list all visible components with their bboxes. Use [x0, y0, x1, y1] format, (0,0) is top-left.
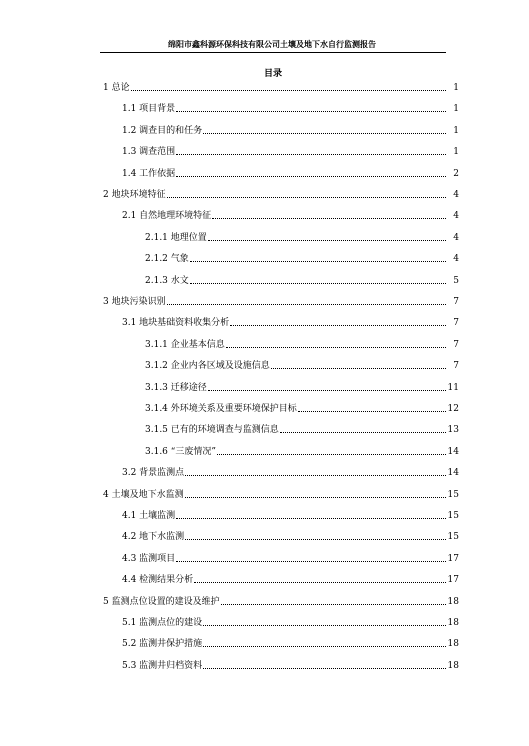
toc-entry-page: 18	[447, 639, 459, 650]
toc-entry-label: 3.1.3 迁移途径	[145, 382, 207, 393]
toc-entry[interactable]	[145, 444, 459, 458]
toc-entry-label: 1 总论	[103, 83, 130, 93]
toc-entry-page: 11	[447, 382, 459, 393]
toc-entry-page: 18	[447, 596, 459, 607]
toc-dot-leader	[208, 240, 446, 241]
toc-entry[interactable]	[145, 401, 459, 415]
toc-entry-label: 3 地块污染识别	[103, 297, 166, 307]
toc-entry[interactable]	[145, 251, 459, 265]
toc-entry-page: 18	[447, 618, 459, 628]
toc-entry[interactable]	[145, 230, 459, 244]
toc-entry[interactable]	[122, 166, 459, 180]
toc-entry[interactable]	[145, 337, 459, 351]
toc-dot-leader	[190, 283, 446, 284]
toc-entry-label: 4.4 检测结果分析	[122, 575, 194, 586]
toc-dot-leader	[190, 261, 446, 262]
toc-entry-label: 1.3 调查范围	[122, 147, 176, 158]
toc-entry-page: 7	[453, 318, 459, 329]
toc-entry-page: 13	[447, 425, 459, 436]
toc-dot-leader	[185, 539, 446, 540]
toc-entry-page: 14	[447, 468, 459, 479]
toc-entry[interactable]	[103, 187, 459, 201]
toc-entry[interactable]	[122, 123, 459, 137]
toc-dot-leader	[298, 411, 446, 412]
toc-entry-page: 15	[447, 489, 459, 500]
toc-entry-page: 4	[453, 211, 459, 222]
toc-entry-label: 5.1 监测点位的建设	[122, 618, 203, 628]
toc-entry-page: 17	[447, 553, 459, 564]
toc-entry[interactable]	[122, 508, 459, 522]
toc-title: 目录	[263, 69, 282, 79]
toc-entry[interactable]	[145, 273, 459, 287]
toc-entry[interactable]	[103, 487, 459, 501]
toc-dot-leader	[176, 154, 446, 155]
toc-entry-label: 5 监测点位设置的建设及维护	[103, 596, 220, 607]
toc-dot-leader	[221, 604, 446, 605]
toc-entry-label: 2.1.3 水文	[145, 275, 189, 286]
toc-dot-leader	[185, 475, 446, 476]
toc-entry-label: 4.2 地下水监测	[122, 532, 185, 543]
toc-entry-page: 7	[453, 297, 459, 307]
toc-entry-label: 2.1.2 气象	[145, 254, 189, 265]
toc-entry[interactable]	[103, 80, 459, 94]
toc-dot-leader	[217, 454, 446, 455]
toc-dot-leader	[176, 176, 446, 177]
toc-entry-page: 15	[447, 532, 459, 543]
toc-dot-leader	[176, 561, 446, 562]
toc-dot-leader	[203, 133, 446, 134]
toc-entry-page: 1	[453, 147, 459, 158]
toc-entry-label: 5.3 监测井归档资料	[122, 660, 203, 671]
toc-entry-label: 3.2 背景监测点	[122, 468, 185, 479]
toc-dot-leader	[194, 582, 446, 583]
toc-entry[interactable]	[122, 636, 459, 650]
toc-entry-label: 2 地块环境特征	[103, 190, 166, 200]
toc-entry[interactable]	[122, 615, 459, 629]
toc-entry-label: 3.1.1 企业基本信息	[145, 339, 225, 350]
toc-entry-label: 3.1 地块基础资料收集分析	[122, 318, 230, 329]
toc-entry[interactable]	[145, 422, 459, 436]
toc-entry-page: 4	[453, 254, 459, 265]
toc-entry[interactable]	[145, 358, 459, 372]
page-header: 绵阳市鑫科源环保科技有限公司土壤及地下水自行监测报告	[168, 40, 376, 49]
toc-entry[interactable]	[103, 594, 459, 608]
toc-entry-page: 2	[453, 168, 459, 179]
toc-entry-page: 1	[453, 125, 459, 136]
toc-entry[interactable]	[122, 465, 459, 479]
toc-entry[interactable]	[122, 144, 459, 158]
toc-entry-page: 18	[447, 660, 459, 671]
toc-entry-label: 3.1.5 已有的环境调查与监测信息	[145, 425, 279, 436]
toc-entry-page: 5	[453, 275, 459, 286]
toc-entry-page: 15	[447, 511, 459, 521]
toc-entry-label: 2.1 自然地理环境特征	[122, 211, 212, 222]
toc-dot-leader	[271, 368, 446, 369]
toc-entry[interactable]	[122, 101, 459, 115]
toc-entry-label: 4.1 土壤监测	[122, 511, 176, 521]
toc-dot-leader	[203, 625, 446, 626]
toc-dot-leader	[176, 111, 446, 112]
toc-dot-leader	[131, 90, 446, 91]
toc-entry[interactable]	[145, 380, 459, 394]
toc-entry-label: 3.1.6 “三废情况”	[145, 446, 216, 457]
toc-dot-leader	[226, 347, 446, 348]
toc-entry-page: 12	[447, 404, 459, 414]
toc-entry-label: 3.1.2 企业内各区域及设施信息	[145, 361, 270, 372]
toc-entry[interactable]	[122, 208, 459, 222]
toc-entry[interactable]	[122, 529, 459, 543]
toc-entry-page: 14	[447, 446, 459, 457]
toc-entry-label: 1.4 工作依据	[122, 168, 176, 179]
toc-entry-page: 17	[447, 575, 459, 586]
toc-entry-label: 5.2 监测井保护措施	[122, 639, 203, 650]
toc-dot-leader	[203, 668, 446, 669]
toc-entry-page: 4	[453, 232, 459, 243]
toc-dot-leader	[203, 646, 446, 647]
toc-entry-label: 1.1 项目背景	[122, 104, 176, 115]
toc-entry-label: 4.3 监测项目	[122, 553, 176, 564]
toc-entry-page: 7	[453, 361, 459, 372]
toc-dot-leader	[212, 218, 446, 219]
toc-dot-leader	[167, 304, 446, 305]
toc-entry-page: 7	[453, 339, 459, 350]
toc-entry[interactable]	[122, 658, 459, 672]
toc-entry-label: 3.1.4 外环境关系及重要环境保护目标	[145, 404, 297, 414]
toc-entry[interactable]	[103, 294, 459, 308]
toc-entry[interactable]	[122, 551, 459, 565]
header-rule	[100, 52, 446, 53]
toc-entry[interactable]	[122, 572, 459, 586]
toc-entry-label: 1.2 调查目的和任务	[122, 125, 203, 136]
toc-entry[interactable]	[122, 315, 459, 329]
toc-dot-leader	[208, 390, 446, 391]
toc-entry-page: 1	[453, 104, 459, 115]
toc-dot-leader	[280, 432, 446, 433]
toc-entry-page: 4	[453, 190, 459, 200]
toc-dot-leader	[230, 325, 446, 326]
toc-dot-leader	[185, 497, 446, 498]
toc-entry-page: 1	[453, 83, 459, 93]
toc-dot-leader	[176, 518, 446, 519]
toc-dot-leader	[167, 197, 446, 198]
toc-entry-label: 4 土壤及地下水监测	[103, 489, 184, 500]
toc-entry-label: 2.1.1 地理位置	[145, 232, 207, 243]
